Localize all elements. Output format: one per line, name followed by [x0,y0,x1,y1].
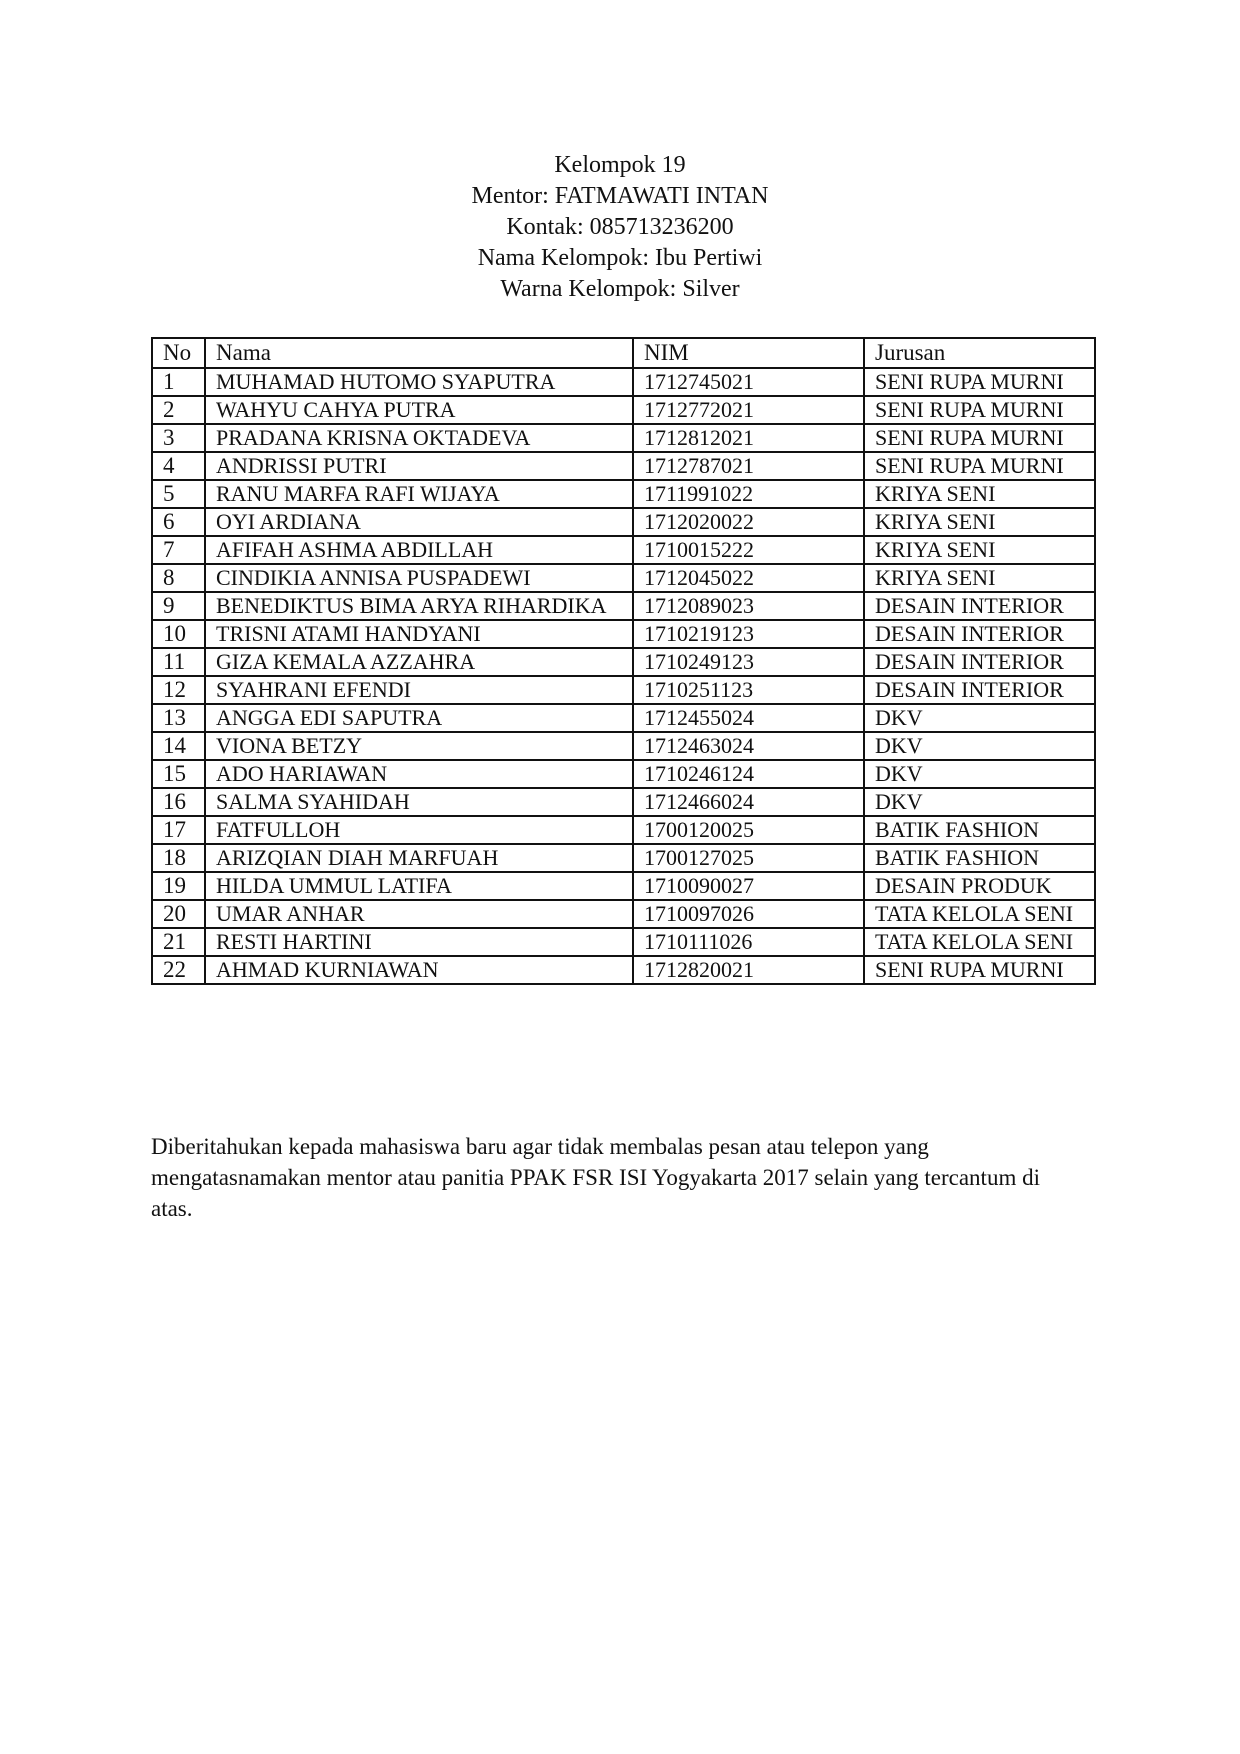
cell-nama: HILDA UMMUL LATIFA [205,872,633,900]
cell-nim: 1700120025 [633,816,864,844]
cell-nim: 1711991022 [633,480,864,508]
cell-jurusan: DESAIN INTERIOR [864,592,1095,620]
cell-nama: CINDIKIA ANNISA PUSPADEWI [205,564,633,592]
cell-no: 7 [152,536,205,564]
table-row [152,368,1095,396]
cell-nim: 1710090027 [633,872,864,900]
cell-nim: 1710097026 [633,900,864,928]
cell-no: 4 [152,452,205,480]
cell-nama: PRADANA KRISNA OKTADEVA [205,424,633,452]
group-color-line: Warna Kelompok: Silver [500,276,740,302]
cell-nama: WAHYU CAHYA PUTRA [205,396,633,424]
cell-jurusan: DESAIN INTERIOR [864,648,1095,676]
cell-no: 11 [152,648,205,676]
table-row [152,676,1095,704]
cell-no: 15 [152,760,205,788]
notice-paragraph: Diberitahukan kepada mahasiswa baru agar tidak membalas pesan atau telepon yang mengatasnamakan mentor atau panitia PPAK FSR ISI Yogyakarta 2017 selain yang tercantum di atas. [151,1134,1040,1221]
cell-jurusan: SENI RUPA MURNI [864,452,1095,480]
cell-nim: 1712820021 [633,956,864,984]
cell-jurusan: KRIYA SENI [864,536,1095,564]
cell-no: 3 [152,424,205,452]
table-row [152,816,1095,844]
column-header-no: No [152,338,205,368]
table-row [152,480,1095,508]
cell-jurusan: DESAIN INTERIOR [864,676,1095,704]
cell-nim: 1712089023 [633,592,864,620]
cell-nama: AFIFAH ASHMA ABDILLAH [205,536,633,564]
cell-jurusan: DESAIN INTERIOR [864,620,1095,648]
cell-nama: ARIZQIAN DIAH MARFUAH [205,844,633,872]
cell-nama: MUHAMAD HUTOMO SYAPUTRA [205,368,633,396]
cell-nama: VIONA BETZY [205,732,633,760]
table-row [152,648,1095,676]
cell-nama: GIZA KEMALA AZZAHRA [205,648,633,676]
cell-jurusan: SENI RUPA MURNI [864,956,1095,984]
table-row [152,396,1095,424]
cell-nama: RANU MARFA RAFI WIJAYA [205,480,633,508]
cell-nim: 1712463024 [633,732,864,760]
cell-jurusan: TATA KELOLA SENI [864,928,1095,956]
table-row [152,760,1095,788]
cell-jurusan: DKV [864,732,1095,760]
cell-no: 9 [152,592,205,620]
table-row [152,872,1095,900]
cell-nim: 1712745021 [633,368,864,396]
column-header-jurusan: Jurusan [864,338,1095,368]
cell-jurusan: DKV [864,704,1095,732]
cell-no: 22 [152,956,205,984]
cell-jurusan: SENI RUPA MURNI [864,368,1095,396]
cell-nim: 1700127025 [633,844,864,872]
cell-jurusan: SENI RUPA MURNI [864,424,1095,452]
cell-nim: 1710251123 [633,676,864,704]
cell-no: 10 [152,620,205,648]
table-row [152,508,1095,536]
cell-no: 19 [152,872,205,900]
cell-no: 21 [152,928,205,956]
cell-jurusan: KRIYA SENI [864,564,1095,592]
table-row [152,536,1095,564]
table-row [152,956,1095,984]
cell-nama: ADO HARIAWAN [205,760,633,788]
cell-nama: TRISNI ATAMI HANDYANI [205,620,633,648]
table-row [152,452,1095,480]
cell-no: 12 [152,676,205,704]
cell-jurusan: DESAIN PRODUK [864,872,1095,900]
cell-jurusan: DKV [864,760,1095,788]
cell-jurusan: BATIK FASHION [864,816,1095,844]
cell-jurusan: KRIYA SENI [864,480,1095,508]
table-row [152,564,1095,592]
cell-no: 8 [152,564,205,592]
cell-nim: 1712020022 [633,508,864,536]
cell-nama: BENEDIKTUS BIMA ARYA RIHARDIKA [205,592,633,620]
table-row [152,900,1095,928]
cell-nim: 1710015222 [633,536,864,564]
cell-no: 5 [152,480,205,508]
cell-nama: RESTI HARTINI [205,928,633,956]
table-row [152,704,1095,732]
cell-no: 20 [152,900,205,928]
table-row [152,844,1095,872]
cell-nim: 1712466024 [633,788,864,816]
cell-no: 16 [152,788,205,816]
cell-nim: 1712772021 [633,396,864,424]
group-header [0,150,1240,305]
cell-nim: 1710111026 [633,928,864,956]
group-name-line: Nama Kelompok: Ibu Pertiwi [477,245,763,271]
table-row [152,788,1095,816]
member-table [151,337,1096,985]
cell-no: 14 [152,732,205,760]
cell-jurusan: TATA KELOLA SENI [864,900,1095,928]
group-title: Kelompok 19 [554,152,686,178]
cell-no: 17 [152,816,205,844]
table-row [152,424,1095,452]
cell-nim: 1712045022 [633,564,864,592]
cell-nama: ANGGA EDI SAPUTRA [205,704,633,732]
cell-nim: 1710246124 [633,760,864,788]
cell-nama: ANDRISSI PUTRI [205,452,633,480]
table-body [152,368,1095,984]
mentor-line: Mentor: FATMAWATI INTAN [471,183,769,209]
table-row [152,592,1095,620]
column-header-nim: NIM [633,338,864,368]
cell-nim: 1710219123 [633,620,864,648]
cell-nim: 1710249123 [633,648,864,676]
cell-jurusan: KRIYA SENI [864,508,1095,536]
cell-no: 2 [152,396,205,424]
column-header-nama: Nama [205,338,633,368]
cell-nim: 1712787021 [633,452,864,480]
cell-nama: OYI ARDIANA [205,508,633,536]
cell-jurusan: DKV [864,788,1095,816]
cell-no: 1 [152,368,205,396]
cell-nama: SYAHRANI EFENDI [205,676,633,704]
table-row [152,732,1095,760]
contact-line: Kontak: 085713236200 [506,214,734,240]
table-row [152,928,1095,956]
cell-no: 13 [152,704,205,732]
cell-nama: FATFULLOH [205,816,633,844]
cell-no: 18 [152,844,205,872]
table-header-row [152,338,1095,368]
cell-jurusan: BATIK FASHION [864,844,1095,872]
cell-jurusan: SENI RUPA MURNI [864,396,1095,424]
cell-nama: AHMAD KURNIAWAN [205,956,633,984]
cell-no: 6 [152,508,205,536]
cell-nim: 1712455024 [633,704,864,732]
cell-nama: SALMA SYAHIDAH [205,788,633,816]
cell-nama: UMAR ANHAR [205,900,633,928]
table-row [152,620,1095,648]
cell-nim: 1712812021 [633,424,864,452]
